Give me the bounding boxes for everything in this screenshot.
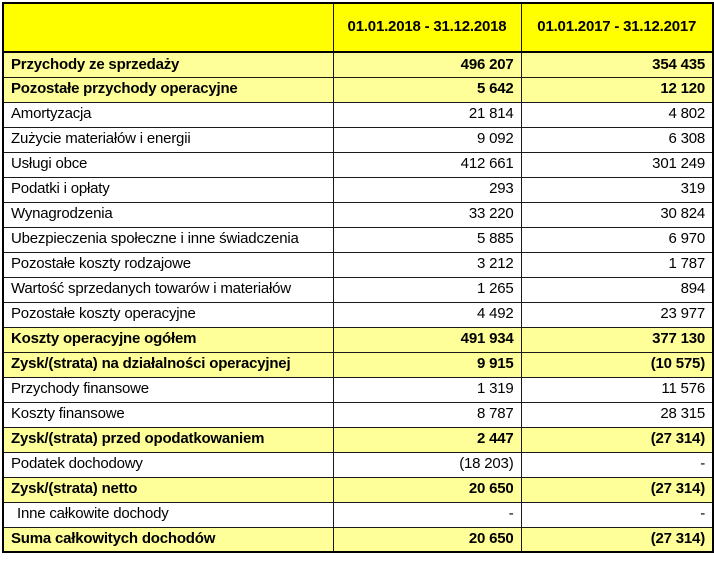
value-2017-cell: 28 315 bbox=[521, 402, 713, 427]
value-2017-cell: (27 314) bbox=[521, 427, 713, 452]
row-label-cell: Zysk/(strata) przed opodatkowaniem bbox=[3, 427, 333, 452]
table-row bbox=[3, 302, 713, 327]
value-2018-cell: 1 265 bbox=[333, 277, 521, 302]
row-label-cell: Koszty operacyjne ogółem bbox=[3, 327, 333, 352]
row-label-cell: Koszty finansowe bbox=[3, 402, 333, 427]
value-2017-cell: 1 787 bbox=[521, 252, 713, 277]
value-2018-cell: (18 203) bbox=[333, 452, 521, 477]
row-label-cell: Pozostałe koszty operacyjne bbox=[3, 302, 333, 327]
table-row bbox=[3, 52, 713, 77]
table-row bbox=[3, 452, 713, 477]
value-2017-cell: 319 bbox=[521, 177, 713, 202]
table-row bbox=[3, 177, 713, 202]
table-row bbox=[3, 477, 713, 502]
row-label-cell: Suma całkowitych dochodów bbox=[3, 527, 333, 552]
value-2018-cell: 9 092 bbox=[333, 127, 521, 152]
row-label-cell: Przychody finansowe bbox=[3, 377, 333, 402]
row-label-cell: Przychody ze sprzedaży bbox=[3, 52, 333, 77]
table-row bbox=[3, 277, 713, 302]
value-2018-cell: 496 207 bbox=[333, 52, 521, 77]
header-period-2017: 01.01.2017 - 31.12.2017 bbox=[521, 3, 713, 52]
header-empty-cell bbox=[3, 3, 333, 52]
row-label-cell: Pozostałe przychody operacyjne bbox=[3, 77, 333, 102]
row-label-cell: Usługi obce bbox=[3, 152, 333, 177]
value-2018-cell: 33 220 bbox=[333, 202, 521, 227]
financial-table bbox=[2, 2, 714, 553]
value-2018-cell: 21 814 bbox=[333, 102, 521, 127]
header-period-2018: 01.01.2018 - 31.12.2018 bbox=[333, 3, 521, 52]
table-row bbox=[3, 127, 713, 152]
value-2017-cell: 4 802 bbox=[521, 102, 713, 127]
value-2018-cell: 20 650 bbox=[333, 527, 521, 552]
value-2017-cell: 301 249 bbox=[521, 152, 713, 177]
value-2018-cell: - bbox=[333, 502, 521, 527]
value-2018-cell: 9 915 bbox=[333, 352, 521, 377]
value-2018-cell: 412 661 bbox=[333, 152, 521, 177]
value-2017-cell: 11 576 bbox=[521, 377, 713, 402]
value-2017-cell: 6 308 bbox=[521, 127, 713, 152]
row-label-cell: Wynagrodzenia bbox=[3, 202, 333, 227]
table-body bbox=[3, 52, 713, 552]
value-2017-cell: 894 bbox=[521, 277, 713, 302]
table-row bbox=[3, 202, 713, 227]
value-2017-cell: - bbox=[521, 502, 713, 527]
row-label-cell: Amortyzacja bbox=[3, 102, 333, 127]
row-label-cell: Zysk/(strata) netto bbox=[3, 477, 333, 502]
value-2017-cell: 30 824 bbox=[521, 202, 713, 227]
value-2018-cell: 3 212 bbox=[333, 252, 521, 277]
value-2018-cell: 5 642 bbox=[333, 77, 521, 102]
value-2018-cell: 2 447 bbox=[333, 427, 521, 452]
value-2017-cell: (10 575) bbox=[521, 352, 713, 377]
value-2018-cell: 4 492 bbox=[333, 302, 521, 327]
value-2018-cell: 1 319 bbox=[333, 377, 521, 402]
value-2017-cell: 12 120 bbox=[521, 77, 713, 102]
value-2018-cell: 491 934 bbox=[333, 327, 521, 352]
value-2017-cell: (27 314) bbox=[521, 477, 713, 502]
row-label-cell: Wartość sprzedanych towarów i materiałów bbox=[3, 277, 333, 302]
row-label-cell: Zużycie materiałów i energii bbox=[3, 127, 333, 152]
row-label-cell: Podatek dochodowy bbox=[3, 452, 333, 477]
row-label-cell: Podatki i opłaty bbox=[3, 177, 333, 202]
row-label-cell: Zysk/(strata) na działalności operacyjnej bbox=[3, 352, 333, 377]
table-row bbox=[3, 102, 713, 127]
header-row bbox=[3, 3, 713, 52]
row-label-cell: Pozostałe koszty rodzajowe bbox=[3, 252, 333, 277]
table-row bbox=[3, 502, 713, 527]
value-2017-cell: - bbox=[521, 452, 713, 477]
table-row bbox=[3, 377, 713, 402]
table-row bbox=[3, 227, 713, 252]
value-2017-cell: 23 977 bbox=[521, 302, 713, 327]
value-2017-cell: 354 435 bbox=[521, 52, 713, 77]
table-row bbox=[3, 77, 713, 102]
value-2018-cell: 20 650 bbox=[333, 477, 521, 502]
table-row bbox=[3, 152, 713, 177]
value-2017-cell: 377 130 bbox=[521, 327, 713, 352]
row-label-cell: Ubezpieczenia społeczne i inne świadczenia bbox=[3, 227, 333, 252]
value-2018-cell: 8 787 bbox=[333, 402, 521, 427]
value-2018-cell: 293 bbox=[333, 177, 521, 202]
table-row bbox=[3, 527, 713, 552]
table-row bbox=[3, 352, 713, 377]
table-row bbox=[3, 427, 713, 452]
value-2017-cell: (27 314) bbox=[521, 527, 713, 552]
value-2017-cell: 6 970 bbox=[521, 227, 713, 252]
row-label-cell: Inne całkowite dochody bbox=[3, 502, 333, 527]
table-row bbox=[3, 252, 713, 277]
value-2018-cell: 5 885 bbox=[333, 227, 521, 252]
table-row bbox=[3, 327, 713, 352]
table-row bbox=[3, 402, 713, 427]
